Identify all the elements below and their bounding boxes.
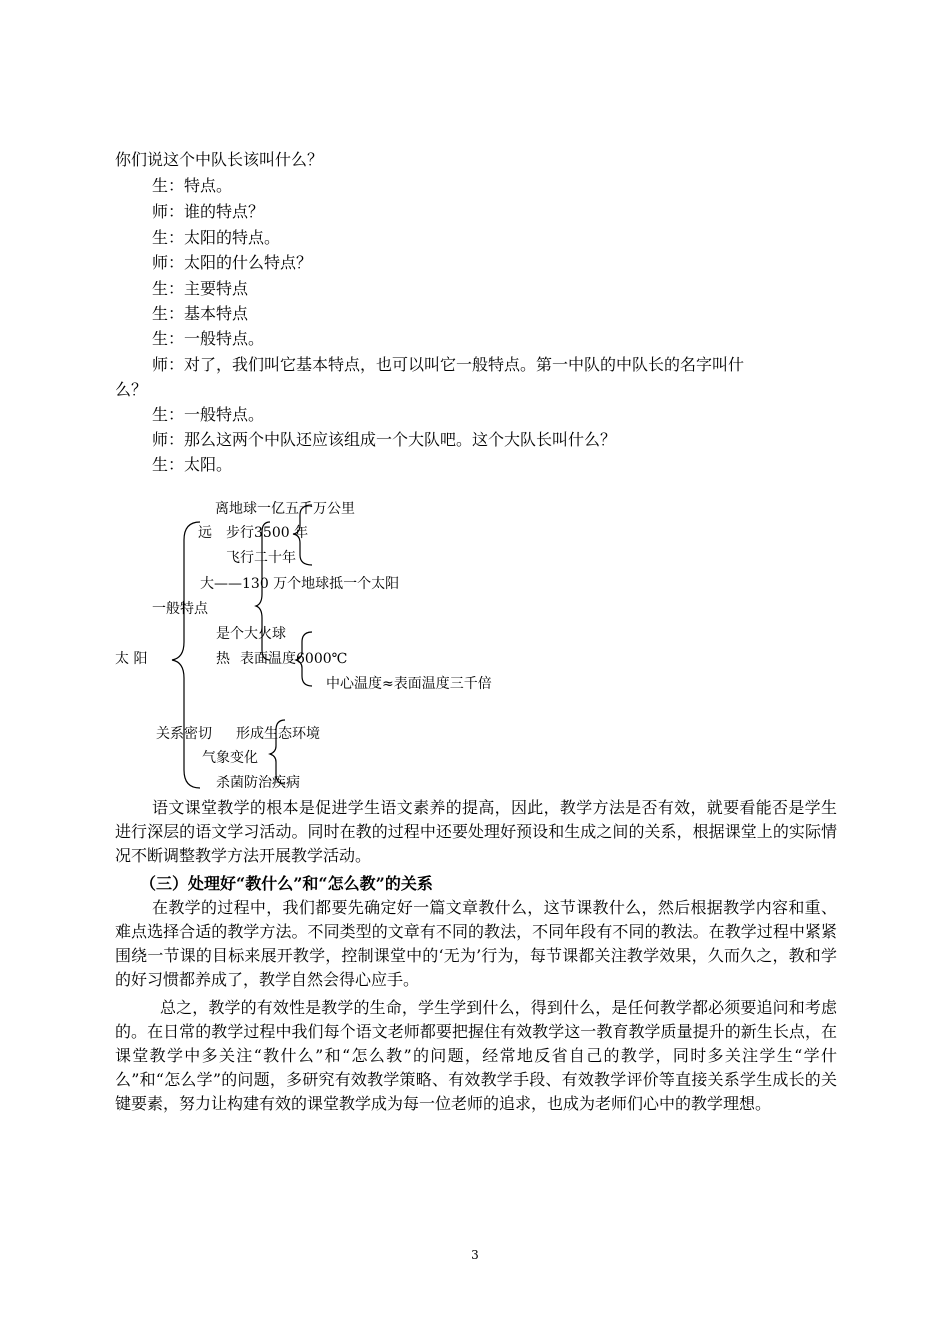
dialogue-line: 生：基本特点 bbox=[152, 304, 249, 323]
root-brace bbox=[172, 522, 200, 788]
section-heading: （三）处理好“教什么”和“怎么教”的关系 bbox=[140, 874, 433, 893]
dialogue-line: 生：太阳的特点。 bbox=[152, 228, 281, 247]
hot-label: 热 bbox=[216, 651, 230, 667]
root-label: 太 阳 bbox=[115, 651, 148, 667]
relation-item: 杀菌防治疾病 bbox=[216, 775, 300, 791]
relation-item: 形成生态环境 bbox=[236, 726, 320, 742]
page-number: 3 bbox=[471, 1248, 479, 1262]
far-label: 远 bbox=[198, 525, 212, 541]
dialogue-line: 你们说这个中队长该叫什么？ bbox=[115, 150, 324, 169]
relation-item: 气象变化 bbox=[202, 750, 258, 766]
dialogue-line: 师：太阳的什么特点？ bbox=[152, 253, 313, 272]
dialogue-line: 生：一般特点。 bbox=[152, 329, 265, 348]
big-item: 大——130 万个地球抵一个太阳 bbox=[200, 576, 400, 592]
hot-item: 中心温度≈表面温度三千倍 bbox=[326, 676, 492, 692]
dialogue-line: 师：谁的特点？ bbox=[152, 202, 265, 221]
far-item: 离地球一亿五千万公里 bbox=[215, 501, 355, 517]
paragraph: 在教学的过程中，我们都要先确定好一篇文章教什么，这节课教什么，然后根据教学内容和重、难点选择合适的教学方法。不同类型的文章有不同的教法，不同年段有不同的教法。在教学过程中紧紧围绕一节课的目标来展开教学，控制课堂中的‘无为’行为，每节课都关注教学效果，久而久之，教和学的好习惯都养成了，教学自然会得心应手。 bbox=[115, 898, 837, 989]
general-label: 一般特点 bbox=[152, 601, 208, 617]
dialogue-line: 生：太阳。 bbox=[152, 455, 233, 474]
hot-item: 是个大火球 bbox=[216, 626, 286, 642]
dialogue-line: 么？ bbox=[115, 380, 148, 399]
dialogue-line: 师：那么这两个中队还应该组成一个大队吧。这个大队长叫什么？ bbox=[152, 430, 617, 449]
paragraph: 总之，教学的有效性是教学的生命，学生学到什么，得到什么，是任何教学都必须要追问和考虑的。在日常的教学过程中我们每个语文老师都要把握住有效教学这一教育教学质量提升的新生长点，在课堂教学中多关注“教什么”和“怎么教”的问题，经常地反省自己的教学，同时多关注学生“学什么”和“怎么学”的问题，多研究有效教学策略、有效教学手段、有效教学评价等直接关系学生成长的关键要素，努力让构建有效的课堂教学成为每一位老师的追求，也成为老师们心中的教学理想。 bbox=[115, 998, 837, 1113]
relation-label: 关系密切 bbox=[156, 726, 212, 742]
far-item: 步行3500 年 bbox=[226, 525, 309, 541]
hot-item: 表面温度6000℃ bbox=[240, 651, 348, 667]
dialogue-line: 师：对了，我们叫它基本特点，也可以叫它一般特点。第一中队的中队长的名字叫什 bbox=[152, 355, 745, 374]
dialogue-line: 生：一般特点。 bbox=[152, 405, 265, 424]
dialogue-line: 生：特点。 bbox=[152, 176, 233, 195]
paragraph: 语文课堂教学的根本是促进学生语文素养的提高，因此，教学方法是否有效，就要看能否是学生进行深层的语文学习活动。同时在教的过程中还要处理好预设和生成之间的关系，根据课堂上的实际情况不断调整教学方法开展教学活动。 bbox=[115, 798, 837, 865]
dialogue-line: 生：主要特点 bbox=[152, 279, 249, 298]
far-item: 飞行二十年 bbox=[226, 550, 296, 566]
